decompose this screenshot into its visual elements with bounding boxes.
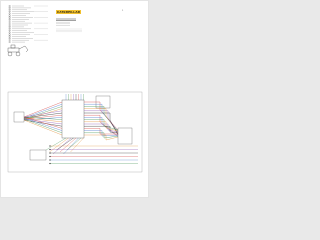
legend-symbol (9, 19, 10, 20)
legend-symbol (9, 38, 10, 39)
legend-symbol (9, 24, 10, 25)
legend-symbol (9, 36, 10, 37)
machine-illustration (8, 45, 28, 56)
legend-symbol (9, 40, 10, 41)
legend-symbol (9, 7, 10, 8)
legend-symbol-list (9, 5, 48, 42)
starter-component (30, 150, 46, 160)
machine-wheel-front (16, 52, 20, 56)
machine-wheel-rear (8, 52, 12, 56)
schematic-info-block (56, 19, 82, 32)
machine-cab-body (8, 48, 19, 52)
wire-junction (49, 156, 50, 157)
wire-junction (49, 149, 50, 150)
legend-symbol (9, 26, 10, 27)
wire-trace (57, 138, 74, 150)
legend-symbol (9, 34, 10, 35)
legend-symbol (9, 11, 10, 12)
legend-symbol (9, 17, 10, 18)
wire-junction (49, 163, 50, 164)
legend-symbol (9, 32, 10, 33)
wire-junction (49, 145, 50, 146)
wire-trace (46, 138, 66, 150)
brand-logo: CATERPILLAR (57, 10, 81, 14)
wire-junction (49, 159, 50, 160)
machine-boom (19, 46, 28, 52)
battery-component (14, 112, 24, 122)
machine-cab (11, 45, 15, 48)
wire-trace (71, 138, 84, 152)
page-number: 1 (122, 10, 124, 12)
main-harness-block (62, 100, 84, 138)
schematic-page (0, 0, 149, 198)
legend-symbol (9, 21, 10, 22)
legend-symbol (9, 13, 10, 14)
legend-symbol (9, 23, 10, 24)
wire-junction (49, 152, 50, 153)
schematic-sheet-svg (0, 0, 149, 198)
wire-trace (50, 138, 69, 152)
wire-network (24, 94, 138, 164)
legend-symbol (9, 42, 10, 43)
legend-symbol (9, 15, 10, 16)
legend-symbol (9, 9, 10, 10)
legend-symbol (9, 5, 10, 6)
legend-symbol (9, 30, 10, 31)
controller-component (118, 128, 132, 144)
legend-symbol (9, 28, 10, 29)
